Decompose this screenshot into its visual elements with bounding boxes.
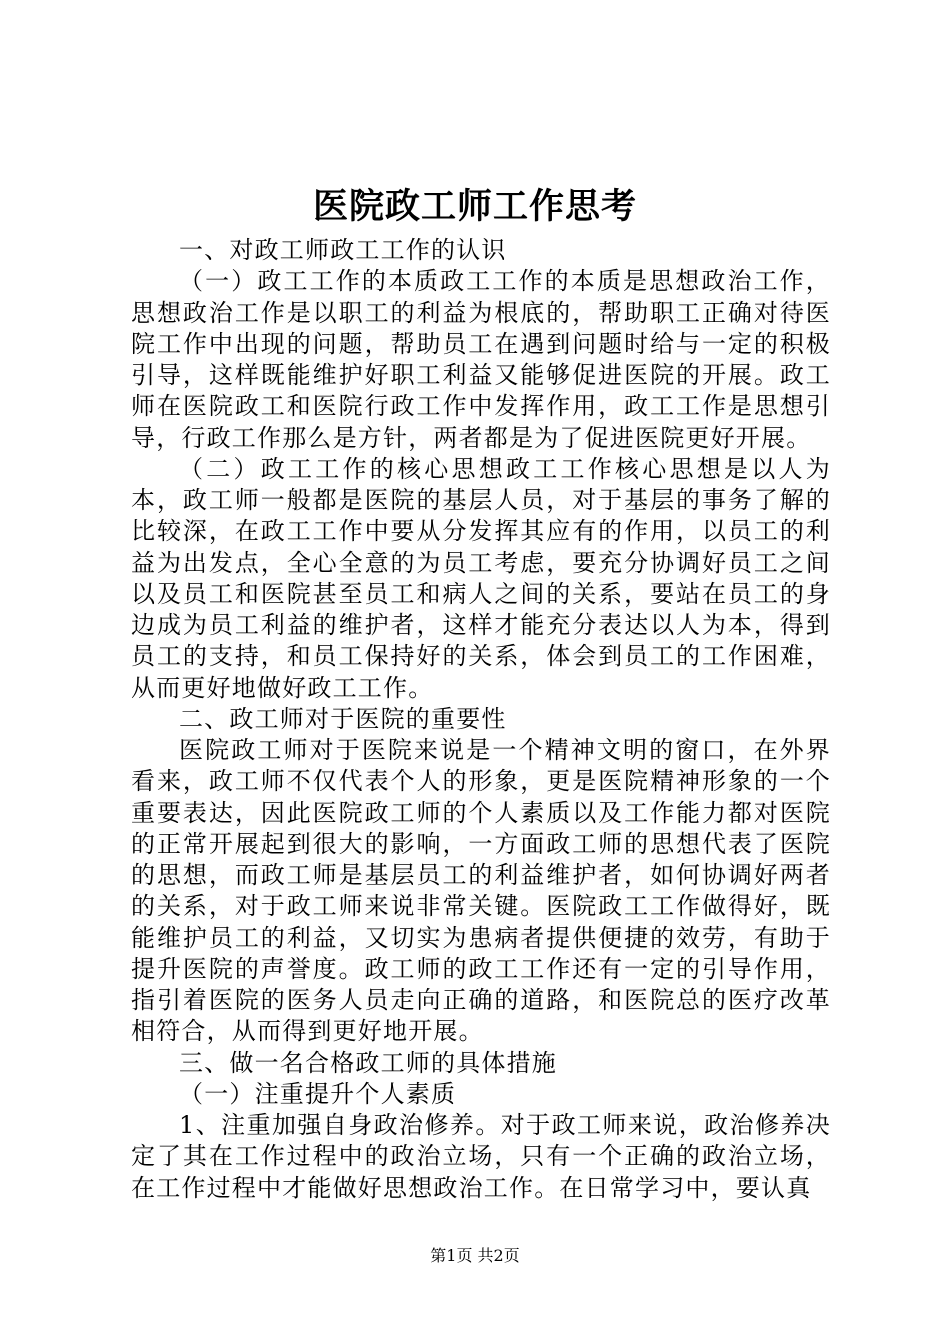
paragraph-essence: （一）政工工作的本质政工工作的本质是思想政治工作，思想政治工作是以职工的利益为根底的，帮助职工正确对待医院工作中出现的问题，帮助员工在遇到问题时给与一定的积极引导，这样既能维护好职工利益又能够促进医院的开展。政工师在医院政工和医院行政工作中发挥作用，政工工作是思想引导，行政工作那么是方针，两者都是为了促进医院更好开展。 [131, 267, 831, 452]
section-heading-1: 一、对政工师政工工作的认识 [179, 236, 507, 264]
paragraph-political-cultivation: 1、注重加强自身政治修养。对于政工师来说，政治修养决定了其在工作过程中的政治立场，只有一个正确的政治立场，在工作过程中才能做好思想政治工作。在日常学习中，要认真 [131, 1111, 831, 1202]
document-title: 医院政工师工作思考 [312, 186, 637, 227]
document-body [131, 235, 831, 1204]
paragraph-core-idea: （二）政工工作的核心思想政工工作核心思想是以人为本，政工师一般都是医院的基层人员，对于基层的事务了解的比较深，在政工工作中要从分发挥其应有的作用，以员工的利益为出发点，全心全意的为员工考虑，要充分协调好员工之间以及员工和医院甚至员工和病人之间的关系，要站在员工的身边成为员工利益的维护者，这样才能充分表达以人为本，得到员工的支持，和员工保持好的关系，体会到员工的工作困难，从而更好地做好政工工作。 [131, 454, 831, 702]
section-heading-2: 二、政工师对于医院的重要性 [179, 704, 507, 733]
section-heading-3: 三、做一名合格政工师的具体措施 [179, 1048, 557, 1077]
paragraph-importance: 医院政工师对于医院来说是一个精神文明的窗口，在外界看来，政工师不仅代表个人的形象，更是医院精神形象的一个重要表达，因此医院政工师的个人素质以及工作能力都对医院的正常开展起到很大的影响，一方面政工师的思想代表了医院的思想，而政工师是基层员工的利益维护者，如何协调好两者的关系，对于政工师来说非常关键。医院政工工作做得好，既能维护员工的利益，又切实为患病者提供便捷的效劳，有助于提升医院的声誉度。政工师的政工工作还有一定的引导作用，指引着医院的医务人员走向正确的道路，和医院总的医疗改革相符合，从而得到更好地开展。 [131, 736, 831, 1046]
page-footer: 第1页 共2页 [430, 1246, 520, 1265]
subsection-heading: （一）注重提升个人素质 [179, 1079, 457, 1108]
